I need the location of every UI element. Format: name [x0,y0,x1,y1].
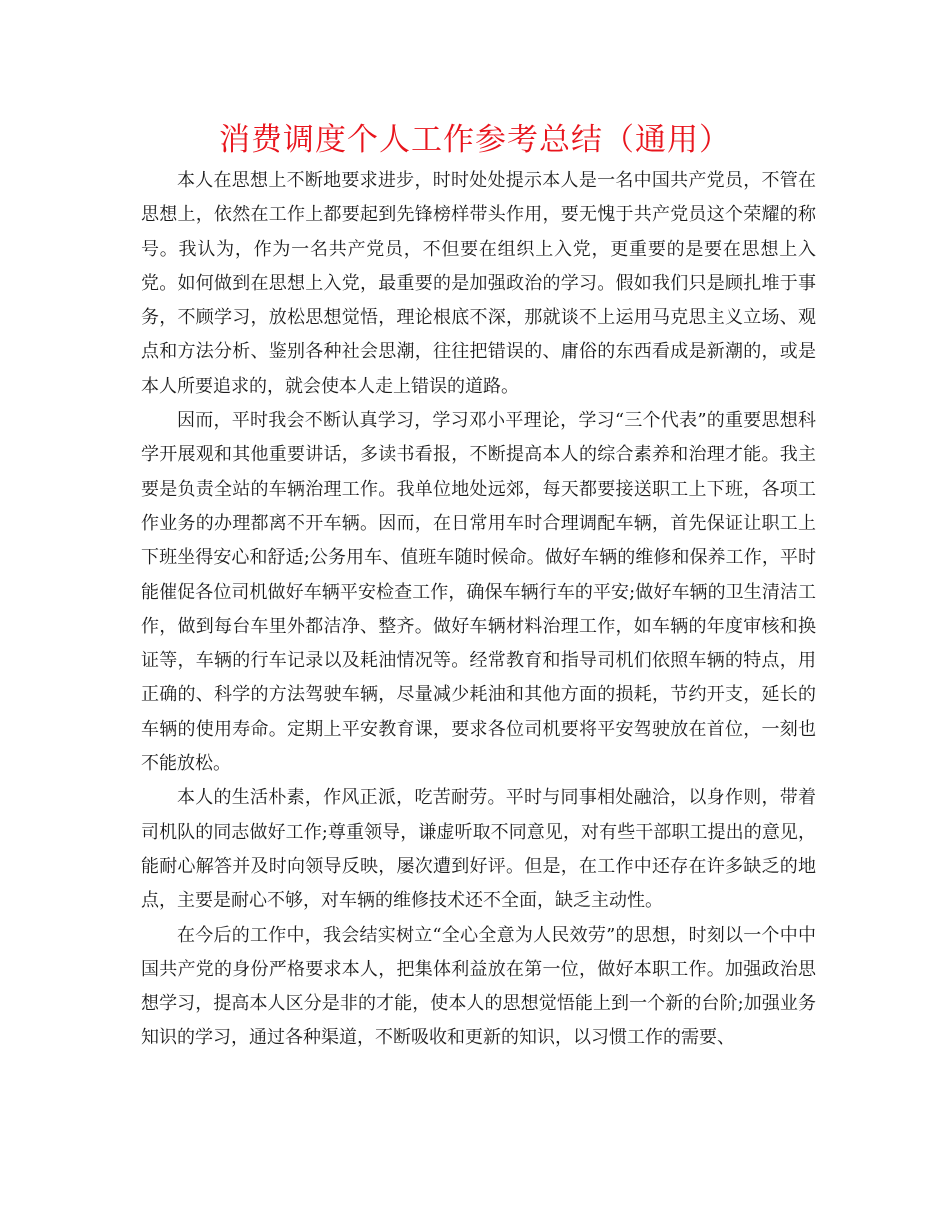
document-body [141,164,816,1056]
paragraph: 因而，平时我会不断认真学习，学习邓小平理论，学习“三个代表”的重要思想科学开展观和其他重要讲话，多读书看报，不断提高本人的综合素养和治理才能。我主要是负责全站的车辆治理工作。我单位地处远郊，每天都要接送职工上下班，各项工作业务的办理都离不开车辆。因而，在日常用车时合理调配车辆，首先保证让职工上下班坐得安心和舒适;公务用车、值班车随时候命。做好车辆的维修和保养工作，平时能催促各位司机做好车辆平安检查工作，确保车辆行车的平安;做好车辆的卫生清洁工作，做到每台车里外都洁净、整齐。做好车辆材料治理工作，如车辆的年度审核和换证等，车辆的行车记录以及耗油情况等。经常教育和指导司机们依照车辆的特点，用正确的、科学的方法驾驶车辆，尽量减少耗油和其他方面的损耗，节约开支，延长的车辆的使用寿命。定期上平安教育课，要求各位司机要将平安驾驶放在首位，一刻也不能放松。 [141,410,816,775]
paragraph: 本人的生活朴素，作风正派，吃苦耐劳。平时与同事相处融洽，以身作则，带着司机队的同志做好工作;尊重领导，谦虚听取不同意见，对有些干部职工提出的意见，能耐心解答并及时向领导反映，屡次遭到好评。但是，在工作中还存在许多缺乏的地点，主要是耐心不够，对车辆的维修技术还不全面，缺乏主动性。 [141,787,816,912]
document-title: 消费调度个人工作参考总结（通用） [219,122,731,158]
paragraph: 本人在思想上不断地要求进步，时时处处提示本人是一名中国共产党员，不管在思想上，依然在工作上都要起到先锋榜样带头作用，要无愧于共产党员这个荣耀的称号。我认为，作为一名共产党员，不但要在组织上入党，更重要的是要在思想上入党。如何做到在思想上入党，最重要的是加强政治的学习。假如我们只是顾扎堆于事务，不顾学习，放松思想觉悟，理论根底不深，那就谈不上运用马克思主义立场、观点和方法分析、鉴别各种社会思潮，往往把错误的、庸俗的东西看成是新潮的，或是本人所要追求的，就会使本人走上错误的道路。 [141,170,816,397]
paragraph: 在今后的工作中，我会结实树立“全心全意为人民效劳”的思想，时刻以一个中中国共产党的身份严格要求本人，把集体利益放在第一位，做好本职工作。加强政治思想学习，提高本人区分是非的才能，使本人的思想觉悟能上到一个新的台阶;加强业务知识的学习，通过各种渠道，不断吸收和更新的知识，以习惯工作的需要、 [141,924,816,1049]
